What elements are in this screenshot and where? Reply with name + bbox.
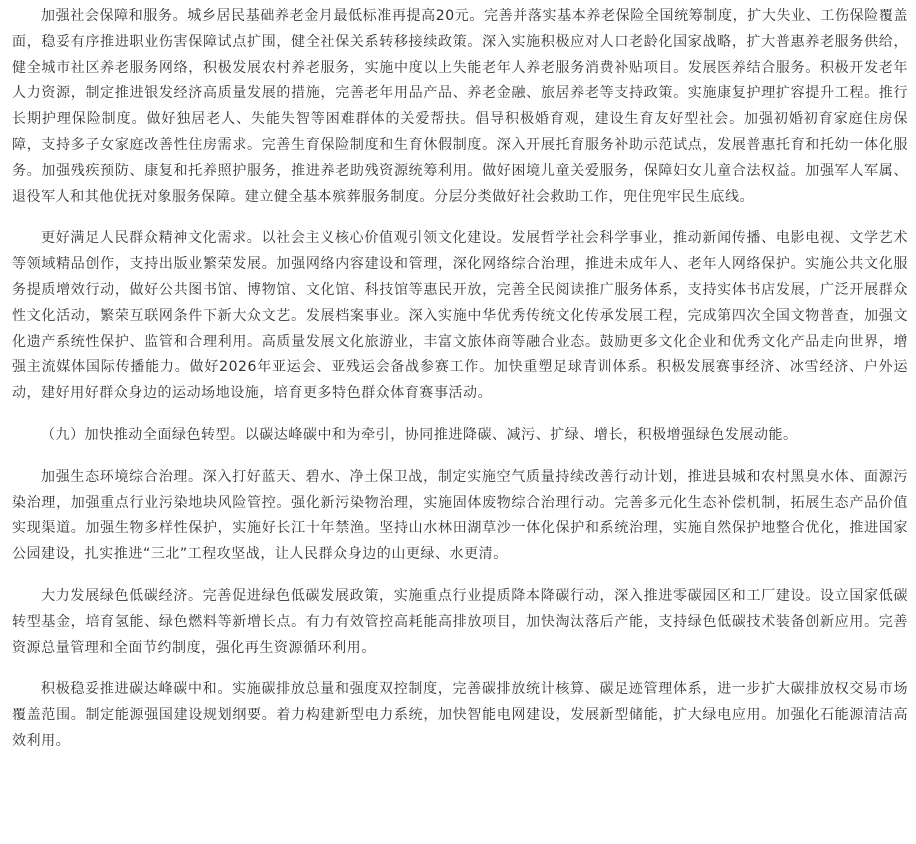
section-heading-green-transition: （九）加快推动全面绿色转型。以碳达峰碳中和为牵引，协同推进降碳、减污、扩绿、增长，积极增强绿色发展动能。: [41, 426, 798, 443]
paragraph-social-security: 加强社会保障和服务。城乡居民基础养老金月最低标准再提高20元。完善并落实基本养老保险全国统筹制度，扩大失业、工伤保险覆盖面，稳妥有序推进职业伤害保障试点扩围，健全社保关系转移接续政策。深入实施积极应对人口老龄化国家战略，扩大普惠养老服务供给，健全城市社区养老服务网络，积极发展农村养老服务，实施中度以上失能老年人养老服务消费补贴项目。发展医养结合服务。积极开发老年人力资源，制定推进银发经济高质量发展的措施，完善老年用品产品、养老金融、旅居养老等支持政策。实施康复护理扩容提升工程。推行长期护理保险制度。做好独居老人、失能失智等困难群体的关爱帮扶。倡导积极婚育观，建设生育友好型社会。加强初婚初育家庭住房保障，支持多子女家庭改善性住房需求。完善生育保险制度和生育休假制度。深入开展托育服务补助示范试点，发展普惠托育和托幼一体化服务。加强残疾预防、康复和托养照护服务，推进养老助残资源统筹利用。做好困境儿童关爱服务，保障妇女儿童合法权益。加强军人军属、退役军人和其他优抚对象服务保障。建立健全基本殡葬服务制度。分层分类做好社会救助工作，兜住兜牢民生底线。: [12, 8, 908, 205]
article-body: [0, 4, 916, 755]
paragraph-cultural-needs: 更好满足人民群众精神文化需求。以社会主义核心价值观引领文化建设。发展哲学社会科学事业，推动新闻传播、电影电视、文学艺术等领域精品创作，支持出版业繁荣发展。加强网络内容建设和管理，深化网络综合治理，推进未成年人、老年人网络保护。实施公共文化服务提质增效行动，做好公共图书馆、博物馆、文化馆、科技馆等惠民开放，完善全民阅读推广服务体系，支持实体书店发展，广泛开展群众性文化活动，繁荣互联网条件下新大众文艺。发展档案事业。深入实施中华优秀传统文化传承发展工程，完成第四次全国文物普查，加强文化遗产系统性保护、监管和合理利用。高质量发展文化旅游业，丰富文旅体商等融合业态。鼓励更多文化企业和优秀文化产品走向世界，增强主流媒体国际传播能力。做好2026年亚运会、亚残运会备战参赛工作。加快重塑足球青训体系。积极发展赛事经济、冰雪经济、户外运动，建好用好群众身边的运动场地设施，培育更多特色群众体育赛事活动。: [12, 230, 908, 402]
paragraph-green-economy: 大力发展绿色低碳经济。完善促进绿色低碳发展政策，实施重点行业提质降本降碳行动，深入推进零碳园区和工厂建设。设立国家低碳转型基金，培育氢能、绿色燃料等新增长点。有力有效管控高耗能高排放项目，加快淘汰落后产能，支持绿色低碳技术装备创新应用。完善资源总量管理和全面节约制度，强化再生资源循环利用。: [12, 587, 908, 656]
paragraph-carbon-neutrality: 积极稳妥推进碳达峰碳中和。实施碳排放总量和强度双控制度，完善碳排放统计核算、碳足迹管理体系，进一步扩大碳排放权交易市场覆盖范围。制定能源强国建设规划纲要。着力构建新型电力系统，加快智能电网建设，发展新型储能，扩大绿电应用。加强化石能源清洁高效利用。: [12, 681, 908, 749]
paragraph-ecological-governance: 加强生态环境综合治理。深入打好蓝天、碧水、净土保卫战，制定实施空气质量持续改善行动计划，推进县城和农村黑臭水体、面源污染治理，加强重点行业污染地块风险管控。强化新污染物治理，实施固体废物综合治理行动。完善多元化生态补偿机制，拓展生态产品价值实现渠道。加强生物多样性保护，实施好长江十年禁渔。坚持山水林田湖草沙一体化保护和系统治理，实施自然保护地整合优化，推进国家公园建设，扎实推进“三北”工程攻坚战，让人民群众身边的山更绿、水更清。: [12, 468, 908, 563]
